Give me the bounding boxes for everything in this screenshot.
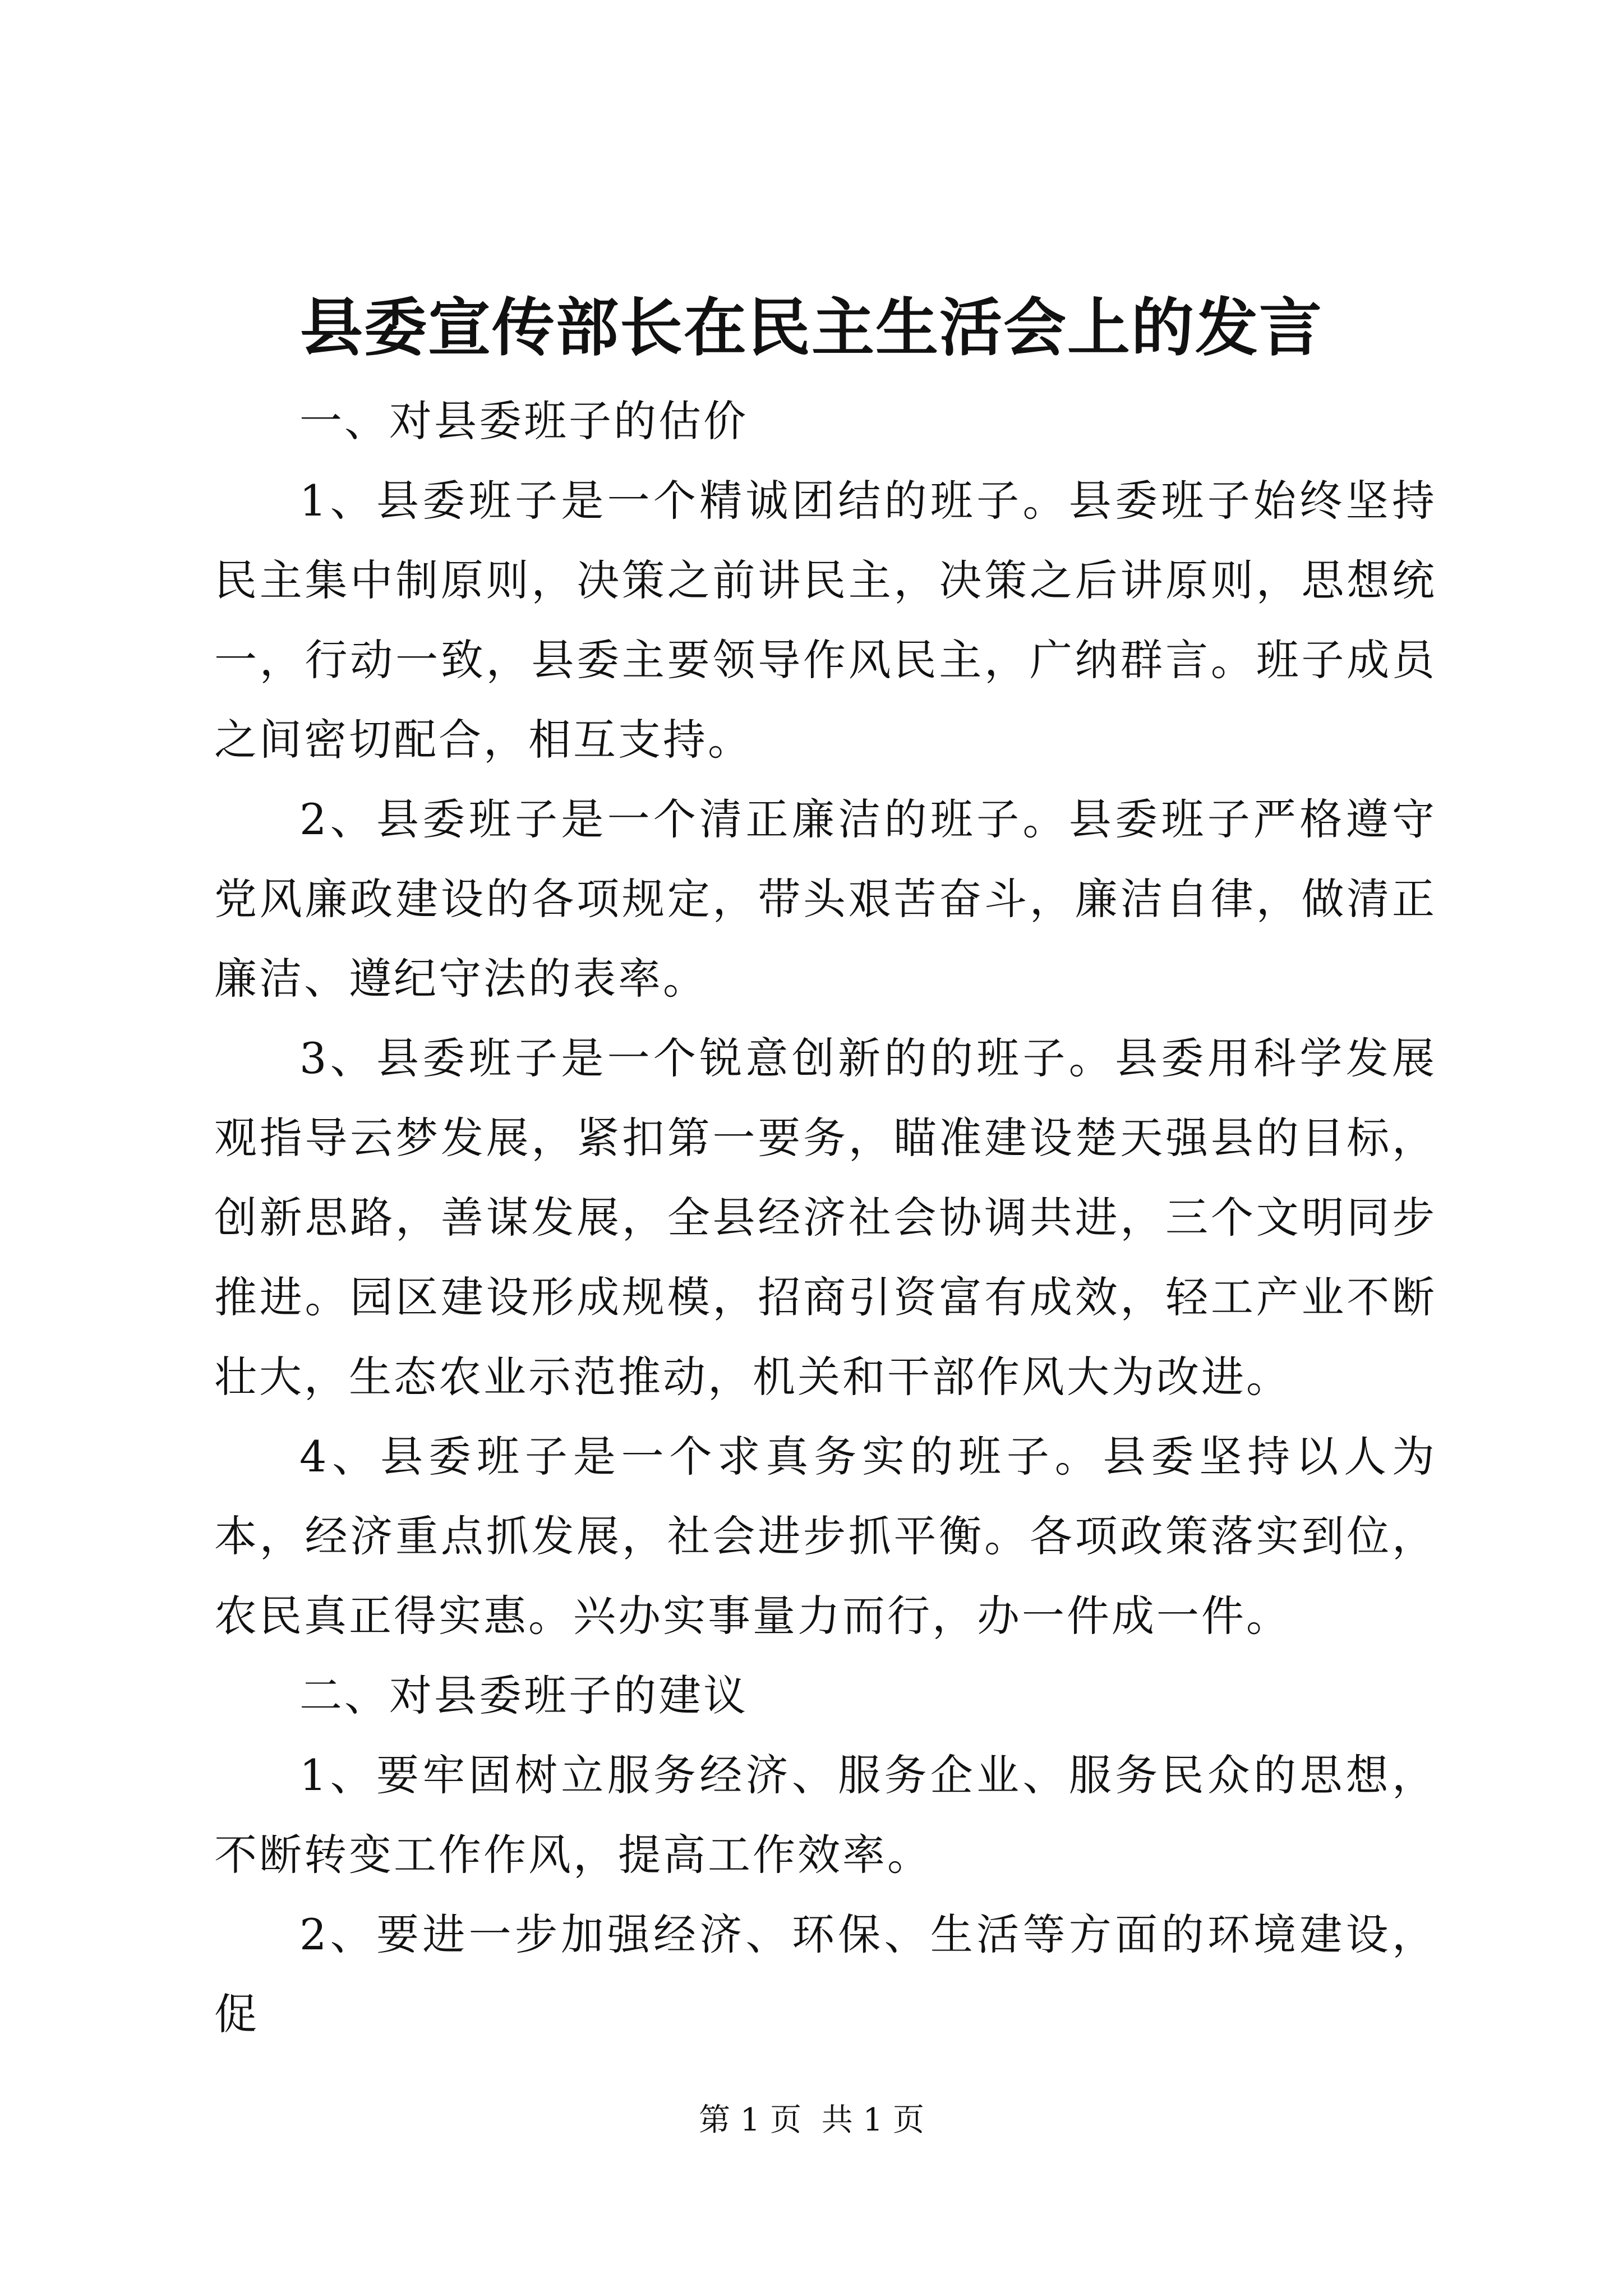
paragraph: 1、县委班子是一个精诚团结的班子。县委班子始终坚持民主集中制原则，决策之前讲民主，决策之后讲原则，思想统一，行动一致，县委主要领导作风民主，广纳群言。班子成员之间密切配合，相互支持。 — [214, 476, 1437, 765]
page-footer — [0, 2098, 1623, 2143]
paragraph: 2、县委班子是一个清正廉洁的班子。县委班子严格遵守党风廉政建设的各项规定，带头艰苦奋斗，廉洁自律，做清正廉洁、遵纪守法的表率。 — [214, 794, 1437, 1004]
document-title: 县委宣传部长在民主生活会上的发言 — [300, 291, 1323, 365]
paragraph: 2、要进一步加强经济、环保、生活等方面的环境建设，促 — [214, 1910, 1437, 2039]
document-body — [214, 381, 1437, 2054]
paragraph: 1、要牢固树立服务经济、服务企业、服务民众的思想，不断转变工作作风，提高工作效率。 — [214, 1750, 1437, 1880]
page-total: 共 1 页 — [821, 2102, 925, 2138]
section-heading-2: 二、对县委班子的建议 — [299, 1671, 748, 1720]
section-heading-1: 一、对县委班子的估价 — [299, 396, 748, 446]
paragraph: 3、县委班子是一个锐意创新的的班子。县委用科学发展观指导云梦发展，紧扣第一要务，瞄准建设楚天强县的目标，创新思路，善谋发展，全县经济社会协调共进，三个文明同步推进。园区建设形成规模，招商引资富有成效，轻工产业不断壮大，生态农业示范推动，机关和干部作风大为改进。 — [214, 1033, 1437, 1402]
page-number: 第 1 页 — [698, 2102, 802, 2138]
paragraph: 4、县委班子是一个求真务实的班子。县委坚持以人为本，经济重点抓发展，社会进步抓平衡。各项政策落实到位，农民真正得实惠。兴办实事量力而行，办一件成一件。 — [214, 1432, 1437, 1641]
